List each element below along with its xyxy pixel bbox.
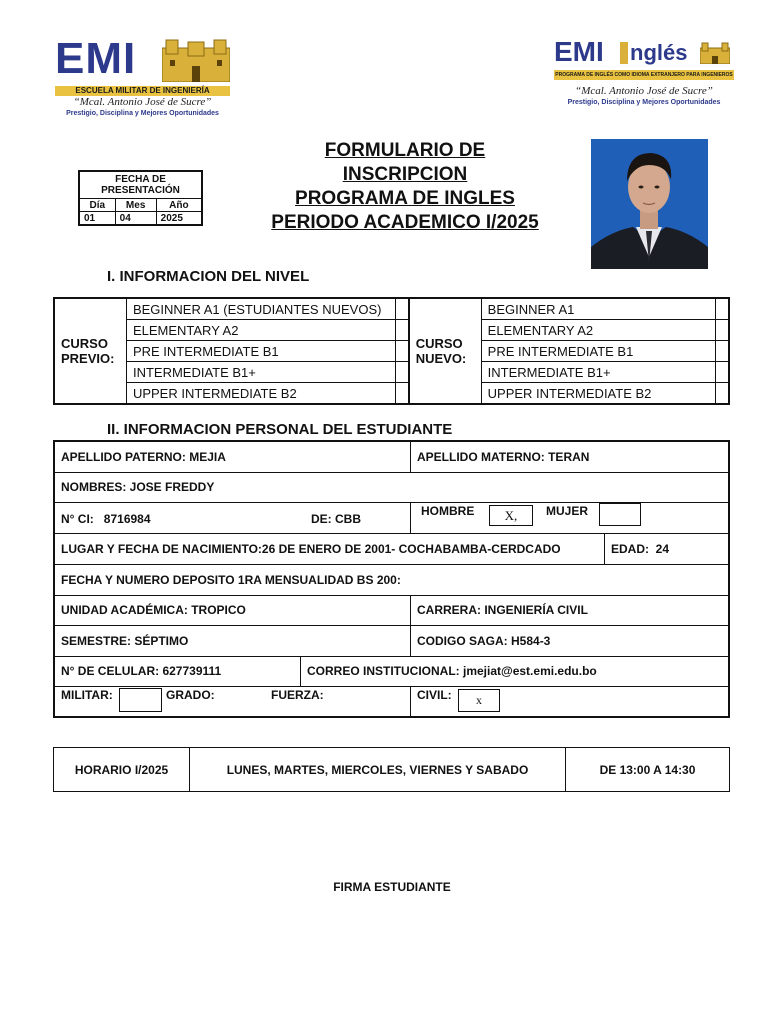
paternal-surname-field: APELLIDO PATERNO: MEJIA <box>61 450 226 464</box>
new-course-label-line-1: CURSO <box>415 336 463 351</box>
previous-level-checkbox[interactable] <box>395 383 409 405</box>
previous-level-option: UPPER INTERMEDIATE B2 <box>126 383 395 405</box>
new-level-option: ELEMENTARY A2 <box>481 320 715 341</box>
title-line-4: PERIODO ACADEMICO I/2025 <box>271 212 539 233</box>
new-course-label <box>409 298 481 404</box>
student-signature-label: FIRMA ESTUDIANTE <box>333 880 451 894</box>
new-level-option: PRE INTERMEDIATE B1 <box>481 341 715 362</box>
emi-logo <box>55 34 230 118</box>
emi-ingles-brand-suffix: nglés <box>630 40 688 65</box>
student-portrait-image <box>591 139 708 269</box>
date-label-year: Año <box>156 199 202 212</box>
new-level-option: INTERMEDIATE B1+ <box>481 362 715 383</box>
career-field: CARRERA: INGENIERÍA CIVIL <box>417 603 588 617</box>
civil-label: CIVIL: <box>417 688 452 702</box>
previous-course-label-line-2: PREVIO: <box>61 351 115 366</box>
previous-level-checkbox[interactable] <box>395 362 409 383</box>
male-label: HOMBRE <box>421 504 475 518</box>
date-label-day: Día <box>79 199 115 212</box>
ci-issued-field: DE: CBB <box>311 512 361 526</box>
institutional-email-field: CORREO INSTITUCIONAL: jmejiat@est.emi.edu.bo <box>307 664 597 678</box>
new-level-checkbox[interactable] <box>715 362 729 383</box>
castle-icon <box>700 42 730 64</box>
date-value-year: 2025 <box>156 212 202 226</box>
male-checkbox[interactable]: X, <box>489 505 533 526</box>
civil-checkbox[interactable]: x <box>458 689 500 712</box>
given-names-field: NOMBRES: JOSE FREDDY <box>61 480 215 494</box>
new-level-option: UPPER INTERMEDIATE B2 <box>481 383 715 405</box>
section-2-title: II. INFORMACION PERSONAL DEL ESTUDIANTE <box>107 421 453 438</box>
academic-unit-field: UNIDAD ACADÉMICA: TROPICO <box>61 603 246 617</box>
age-field: EDAD: 24 <box>611 542 670 556</box>
emi-logo-brand: EMI <box>55 34 137 83</box>
new-level-option: BEGINNER A1 <box>481 298 715 320</box>
female-label: MUJER <box>546 504 589 518</box>
previous-level-checkbox[interactable] <box>395 320 409 341</box>
military-checkbox[interactable] <box>119 688 162 712</box>
emi-ingles-logo <box>554 38 734 107</box>
emi-logo-motto: “Mcal. Antonio José de Sucre” <box>73 96 212 108</box>
previous-course-label <box>54 298 126 404</box>
emi-logo-strip: ESCUELA MILITAR DE INGENIERÍA <box>55 86 230 96</box>
previous-level-checkbox[interactable] <box>395 341 409 362</box>
emi-ingles-i-icon <box>620 42 628 64</box>
level-table <box>53 297 730 405</box>
title-line-1: FORMULARIO DE <box>324 140 486 161</box>
emi-ingles-strip: PROGRAMA DE INGLÉS COMO IDIOMA EXTRANJERO PARA INGENIEROS <box>555 72 733 78</box>
maternal-surname-field: APELLIDO MATERNO: TERAN <box>417 450 590 464</box>
saga-code-field: CODIGO SAGA: H584-3 <box>417 634 551 648</box>
new-level-checkbox[interactable] <box>715 383 729 405</box>
female-checkbox[interactable] <box>599 503 641 526</box>
new-level-checkbox[interactable] <box>715 341 729 362</box>
previous-level-option: BEGINNER A1 (ESTUDIANTES NUEVOS) <box>126 298 395 320</box>
date-label-month: Mes <box>115 199 156 212</box>
emi-logo-tagline: Prestigio, Disciplina y Mejores Oportunidades <box>66 110 219 117</box>
military-label: MILITAR: <box>61 688 113 702</box>
schedule-days: LUNES, MARTES, MIERCOLES, VIERNES Y SABADO <box>190 748 566 792</box>
new-course-label-line-2: NUEVO: <box>415 351 467 366</box>
new-level-checkbox[interactable] <box>715 298 729 320</box>
date-header: FECHA DE PRESENTACIÓN <box>79 171 202 199</box>
title-line-2: INSCRIPCION <box>342 164 468 185</box>
previous-level-checkbox[interactable] <box>395 298 409 320</box>
date-value-day: 01 <box>79 212 115 226</box>
presentation-date-box <box>78 170 203 226</box>
force-label: FUERZA: <box>271 688 324 702</box>
form-title <box>230 139 580 235</box>
previous-level-option: INTERMEDIATE B1+ <box>126 362 395 383</box>
previous-course-label-line-1: CURSO <box>61 336 108 351</box>
date-value-month: 04 <box>115 212 156 226</box>
previous-level-option: PRE INTERMEDIATE B1 <box>126 341 395 362</box>
deposit-field: FECHA Y NUMERO DEPOSITO 1RA MENSUALIDAD BS 200: <box>61 573 401 587</box>
birth-place-date-field: LUGAR Y FECHA DE NACIMIENTO:26 DE ENERO DE 2001- COCHABAMBA-CERDCADO <box>61 542 561 556</box>
castle-icon <box>162 38 230 82</box>
schedule-time: DE 13:00 A 14:30 <box>566 748 730 792</box>
phone-field: N° DE CELULAR: 627739111 <box>61 664 222 678</box>
rank-label: GRADO: <box>166 688 215 702</box>
personal-info-rows <box>53 440 730 718</box>
emi-ingles-tagline: Prestigio, Disciplina y Mejores Oportunidades <box>567 99 721 106</box>
semester-field: SEMESTRE: SÉPTIMO <box>61 634 189 648</box>
emi-ingles-brand: EMI <box>554 36 604 67</box>
student-photo <box>591 139 708 269</box>
schedule-label: HORARIO I/2025 <box>54 748 190 792</box>
previous-level-option: ELEMENTARY A2 <box>126 320 395 341</box>
section-1-title: I. INFORMACION DEL NIVEL <box>107 268 310 285</box>
emi-ingles-motto: “Mcal. Antonio José de Sucre” <box>575 85 713 97</box>
new-level-checkbox[interactable] <box>715 320 729 341</box>
title-line-3: PROGRAMA DE INGLES <box>295 188 515 209</box>
ci-number-field: N° CI: 8716984 <box>61 512 151 526</box>
schedule-table <box>53 747 730 792</box>
